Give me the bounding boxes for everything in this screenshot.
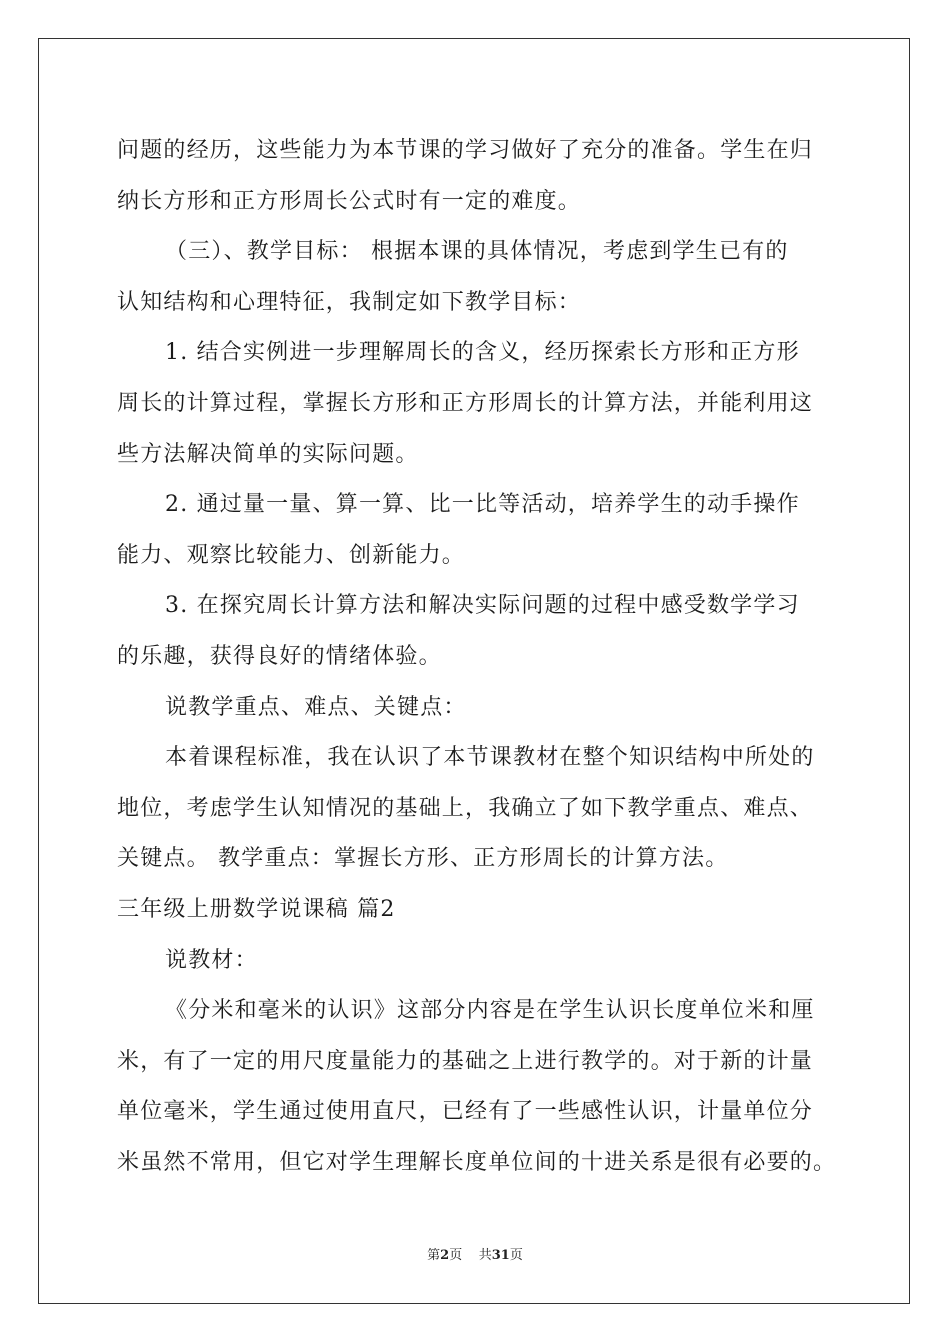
text-line: 的乐趣，获得良好的情绪体验。	[117, 643, 442, 669]
text-line: 些方法解决简单的实际问题。	[117, 441, 419, 467]
text-line: （三）、教学目标： 根据本课的具体情况，考虑到学生已有的	[165, 239, 789, 265]
text-line: 3. 在探究周长计算方法和解决实际问题的过程中感受数学学习	[165, 593, 800, 619]
text-line: 纳长方形和正方形周长公式时有一定的难度。	[117, 188, 582, 214]
text-line: 2. 通过量一量、算一算、比一比等活动，培养学生的动手操作	[165, 492, 800, 518]
text-line: 米，有了一定的用尺度量能力的基础之上进行教学的。对于新的计量	[117, 1048, 814, 1074]
text-line: 1. 结合实例进一步理解周长的含义，经历探索长方形和正方形	[165, 340, 800, 366]
text-line: 能力、观察比较能力、创新能力。	[117, 542, 466, 568]
section-heading: 说教材：	[165, 947, 258, 973]
text-line: 认知结构和心理特征，我制定如下教学目标：	[117, 289, 582, 315]
page-prefix: 第	[427, 1248, 441, 1263]
text-line: 《分米和毫米的认识》这部分内容是在学生认识长度单位米和厘	[165, 998, 815, 1024]
text-line: 米虽然不常用，但它对学生理解长度单位间的十进关系是很有必要的。	[117, 1149, 837, 1175]
total-pages: 31	[491, 1248, 510, 1263]
page-suffix: 页	[449, 1248, 463, 1263]
total-suffix: 页	[509, 1248, 523, 1263]
text-line: 单位毫米，学生通过使用直尺，已经有了一些感性认识，计量单位分	[117, 1099, 814, 1125]
page-number: 2	[440, 1248, 450, 1263]
section-heading: 说教学重点、难点、关键点：	[165, 694, 467, 720]
text-line: 周长的计算过程，掌握长方形和正方形周长的计算方法，并能利用这	[117, 390, 814, 416]
text-line: 问题的经历，这些能力为本节课的学习做好了充分的准备。学生在归	[117, 138, 814, 163]
text-line: 地位，考虑学生认知情况的基础上，我确立了如下教学重点、难点、	[117, 795, 814, 821]
article-title: 三年级上册数学说课稿 篇2	[117, 896, 396, 922]
text-line: 关键点。 教学重点：掌握长方形、正方形周长的计算方法。	[117, 846, 729, 872]
text-line: 本着课程标准，我在认识了本节课教材在整个知识结构中所处的	[165, 745, 815, 771]
total-prefix: 共	[478, 1248, 492, 1263]
page-footer	[0, 1244, 950, 1263]
document-body	[117, 126, 837, 1188]
